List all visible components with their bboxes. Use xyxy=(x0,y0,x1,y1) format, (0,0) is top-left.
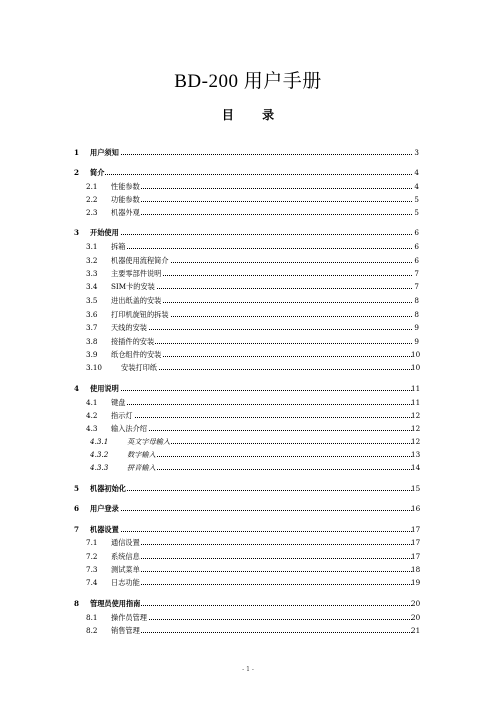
toc-leader-dots xyxy=(90,531,412,532)
toc-entry[interactable] xyxy=(0,625,496,637)
toc-leader-dots xyxy=(111,544,412,545)
toc-entry-number: 4.3.1 xyxy=(90,437,109,446)
toc-entry-title: 机器初始化 xyxy=(90,484,126,493)
toc-entry-page: 5 xyxy=(414,208,419,217)
toc-entry-page: 19 xyxy=(411,578,421,587)
toc-leader-dots xyxy=(90,234,412,235)
toc-entry[interactable] xyxy=(0,483,496,495)
toc-entry-title: 日志功能 xyxy=(111,578,140,587)
toc-heading: 目 录 xyxy=(221,108,287,122)
toc-entry-title: 用户须知 xyxy=(90,148,119,157)
toc-entry-page: 7 xyxy=(414,282,419,291)
toc-entry-title: 性能参数 xyxy=(111,182,140,191)
toc-entry-title: 用户登录 xyxy=(90,504,119,513)
toc-entry[interactable] xyxy=(0,564,496,576)
toc-leader-dots xyxy=(111,214,412,215)
document-title: BD-200 用户手册 xyxy=(174,71,322,92)
toc-entry[interactable] xyxy=(0,551,496,563)
toc-entry-number: 7.2 xyxy=(86,552,98,561)
toc-entry-number: 4.3.3 xyxy=(90,463,109,472)
toc-entry[interactable] xyxy=(0,295,496,307)
toc-entry-title: 安装打印纸 xyxy=(121,363,157,372)
toc-entry[interactable] xyxy=(0,436,496,448)
toc-entry-number: 7.4 xyxy=(86,578,98,587)
toc-entry-page: 12 xyxy=(411,424,421,433)
toc-leader-dots xyxy=(111,248,412,249)
toc-entry-title: 系统信息 xyxy=(111,552,140,561)
toc-leader-dots xyxy=(90,154,412,155)
toc-entry-page: 21 xyxy=(411,626,421,635)
toc-entry-title: 拼音输入 xyxy=(127,463,156,472)
toc-entry-page: 20 xyxy=(411,613,421,622)
toc-entry[interactable] xyxy=(0,598,496,610)
toc-entry-number: 3.5 xyxy=(86,296,98,305)
toc-leader-dots xyxy=(111,288,412,289)
toc-entry[interactable] xyxy=(0,241,496,253)
toc-entry-number: 3.4 xyxy=(86,282,98,291)
toc-entry-number: 3 xyxy=(74,228,80,237)
toc-entry-title: 机器设置 xyxy=(90,525,119,534)
toc-leader-dots xyxy=(111,201,412,202)
toc-entry-page: 4 xyxy=(414,182,419,191)
toc-entry-number: 2 xyxy=(74,168,80,177)
toc-entry-page: 11 xyxy=(411,398,421,407)
toc-entry[interactable] xyxy=(0,449,496,461)
toc-entry-page: 9 xyxy=(414,323,419,332)
toc-entry[interactable] xyxy=(0,309,496,321)
toc-entry-page: 17 xyxy=(411,552,421,561)
toc-entry-page: 20 xyxy=(411,599,421,608)
toc-entry[interactable] xyxy=(0,612,496,624)
toc-entry[interactable] xyxy=(0,268,496,280)
toc-leader-dots xyxy=(127,456,412,457)
toc-entry-page: 10 xyxy=(411,363,421,372)
toc-entry[interactable] xyxy=(0,410,496,422)
toc-entry[interactable] xyxy=(0,423,496,435)
toc-entry-page: 8 xyxy=(414,310,419,319)
toc-entry-number: 3.7 xyxy=(86,323,98,332)
toc-entry[interactable] xyxy=(0,147,496,159)
toc-entry-number: 3.10 xyxy=(86,363,103,372)
toc-entry-page: 12 xyxy=(411,411,421,420)
toc-entry[interactable] xyxy=(0,462,496,474)
toc-entry-number: 3.1 xyxy=(86,242,98,251)
toc-entry-number: 2.2 xyxy=(86,195,98,204)
toc-leader-dots xyxy=(127,469,412,470)
toc-leader-dots xyxy=(111,558,412,559)
toc-entry-page: 15 xyxy=(411,484,421,493)
toc-entry-number: 3.8 xyxy=(86,337,98,346)
toc-entry-page: 6 xyxy=(414,228,419,237)
toc-entry-page: 17 xyxy=(411,525,421,534)
toc-leader-dots xyxy=(90,174,412,175)
toc-entry-title: 拆箱 xyxy=(111,242,126,251)
toc-entry[interactable] xyxy=(0,503,496,515)
toc-entry-number: 2.1 xyxy=(86,182,98,191)
toc-entry-page: 7 xyxy=(414,269,419,278)
toc-leader-dots xyxy=(111,430,412,431)
toc-leader-dots xyxy=(111,343,412,344)
toc-entry[interactable] xyxy=(0,524,496,536)
toc-entry[interactable] xyxy=(0,537,496,549)
page-number: - 1 - xyxy=(242,666,254,673)
toc-entry-number: 4 xyxy=(74,384,80,393)
toc-entry-page: 8 xyxy=(414,296,419,305)
toc-leader-dots xyxy=(90,510,412,511)
toc-entry-title: 销售管理 xyxy=(111,626,140,635)
toc-entry[interactable] xyxy=(0,281,496,293)
toc-entry[interactable] xyxy=(0,577,496,589)
toc-entry[interactable] xyxy=(0,181,496,193)
toc-entry-page: 6 xyxy=(414,256,419,265)
toc-entry[interactable] xyxy=(0,167,496,179)
toc-entry-title: 操作员管理 xyxy=(111,613,147,622)
toc-entry-title: 打印机旋钮的拆装 xyxy=(111,310,169,319)
toc-entry-page: 6 xyxy=(414,242,419,251)
toc-entry-number: 6 xyxy=(74,504,80,513)
toc-entry-page: 17 xyxy=(411,538,421,547)
toc-entry-page: 16 xyxy=(411,504,421,513)
toc-leader-dots xyxy=(111,329,412,330)
toc-entry-number: 3.9 xyxy=(86,350,98,359)
toc-entry[interactable] xyxy=(0,194,496,206)
toc-entry-page: 11 xyxy=(411,384,421,393)
toc-entry-title: 输入法介绍 xyxy=(111,424,147,433)
toc-entry-number: 4.1 xyxy=(86,398,98,407)
toc-entry-page: 9 xyxy=(414,337,419,346)
toc-entry-number: 3.2 xyxy=(86,256,98,265)
toc-entry-page: 5 xyxy=(414,195,419,204)
toc-entry-number: 7 xyxy=(74,525,80,534)
toc-entry-title: 使用说明 xyxy=(90,384,119,393)
toc-leader-dots xyxy=(121,369,412,370)
toc-entry-title: SIM卡的安装 xyxy=(111,282,155,291)
toc-entry-number: 5 xyxy=(74,484,80,493)
toc-entry-title: 键盘 xyxy=(111,398,126,407)
toc-entry-number: 7.1 xyxy=(86,538,98,547)
toc-entry-title: 纸仓组件的安装 xyxy=(111,350,162,359)
toc-leader-dots xyxy=(111,584,412,585)
toc-entry-title: 机器使用流程简介 xyxy=(111,256,169,265)
toc-entry[interactable] xyxy=(0,397,496,409)
toc-entry-number: 1 xyxy=(74,148,80,157)
toc-entry-title: 接插件的安装 xyxy=(111,337,155,346)
toc-entry-title: 天线的安装 xyxy=(111,323,147,332)
toc-entry-number: 8.1 xyxy=(86,613,98,622)
toc-entry[interactable] xyxy=(0,336,496,348)
toc-entry-number: 3.3 xyxy=(86,269,98,278)
toc-leader-dots xyxy=(111,619,412,620)
toc-entry[interactable] xyxy=(0,383,496,395)
toc-entry-page: 13 xyxy=(411,450,421,459)
toc-leader-dots xyxy=(90,390,412,391)
toc-entry-number: 2.3 xyxy=(86,208,98,217)
toc-entry-page: 3 xyxy=(414,148,419,157)
toc-entry-title: 开始使用 xyxy=(90,228,119,237)
toc-leader-dots xyxy=(111,632,412,633)
toc-entry-title: 指示灯 xyxy=(111,411,133,420)
toc-entry-page: 14 xyxy=(411,463,421,472)
toc-entry-title: 数字输入 xyxy=(127,450,156,459)
toc-entry[interactable] xyxy=(0,207,496,219)
toc-entry[interactable] xyxy=(0,322,496,334)
toc-entry-page: 12 xyxy=(411,437,421,446)
toc-entry-page: 4 xyxy=(414,168,419,177)
toc-entry-title: 英文字母输入 xyxy=(127,437,171,446)
toc-entry-number: 3.6 xyxy=(86,310,98,319)
toc-entry-title: 通信设置 xyxy=(111,538,140,547)
toc-entry-title: 主要零部件说明 xyxy=(111,269,162,278)
toc-entry-number: 4.3 xyxy=(86,424,98,433)
toc-entry[interactable] xyxy=(0,349,496,361)
toc-entry-title: 机器外观 xyxy=(111,208,140,217)
toc-entry-number: 4.2 xyxy=(86,411,98,420)
toc-entry-title: 简介 xyxy=(90,168,105,177)
toc-entry[interactable] xyxy=(0,362,496,374)
toc-entry-title: 测试菜单 xyxy=(111,565,140,574)
toc-entry-title: 管理员使用指南 xyxy=(90,599,141,608)
toc-leader-dots xyxy=(90,490,412,491)
toc-leader-dots xyxy=(111,404,412,405)
toc-entry-title: 功能参数 xyxy=(111,195,140,204)
toc-entry-number: 4.3.2 xyxy=(90,450,109,459)
toc-entry[interactable] xyxy=(0,227,496,239)
toc-entry[interactable] xyxy=(0,255,496,267)
toc-leader-dots xyxy=(111,571,412,572)
toc-entry-number: 8.2 xyxy=(86,626,98,635)
toc-entry-page: 10 xyxy=(411,350,421,359)
toc-leader-dots xyxy=(111,188,412,189)
toc-entry-title: 进出纸盖的安装 xyxy=(111,296,162,305)
toc-leader-dots xyxy=(111,417,412,418)
toc-entry-number: 8 xyxy=(74,599,80,608)
toc-entry-number: 7.3 xyxy=(86,565,98,574)
toc-entry-page: 18 xyxy=(411,565,421,574)
